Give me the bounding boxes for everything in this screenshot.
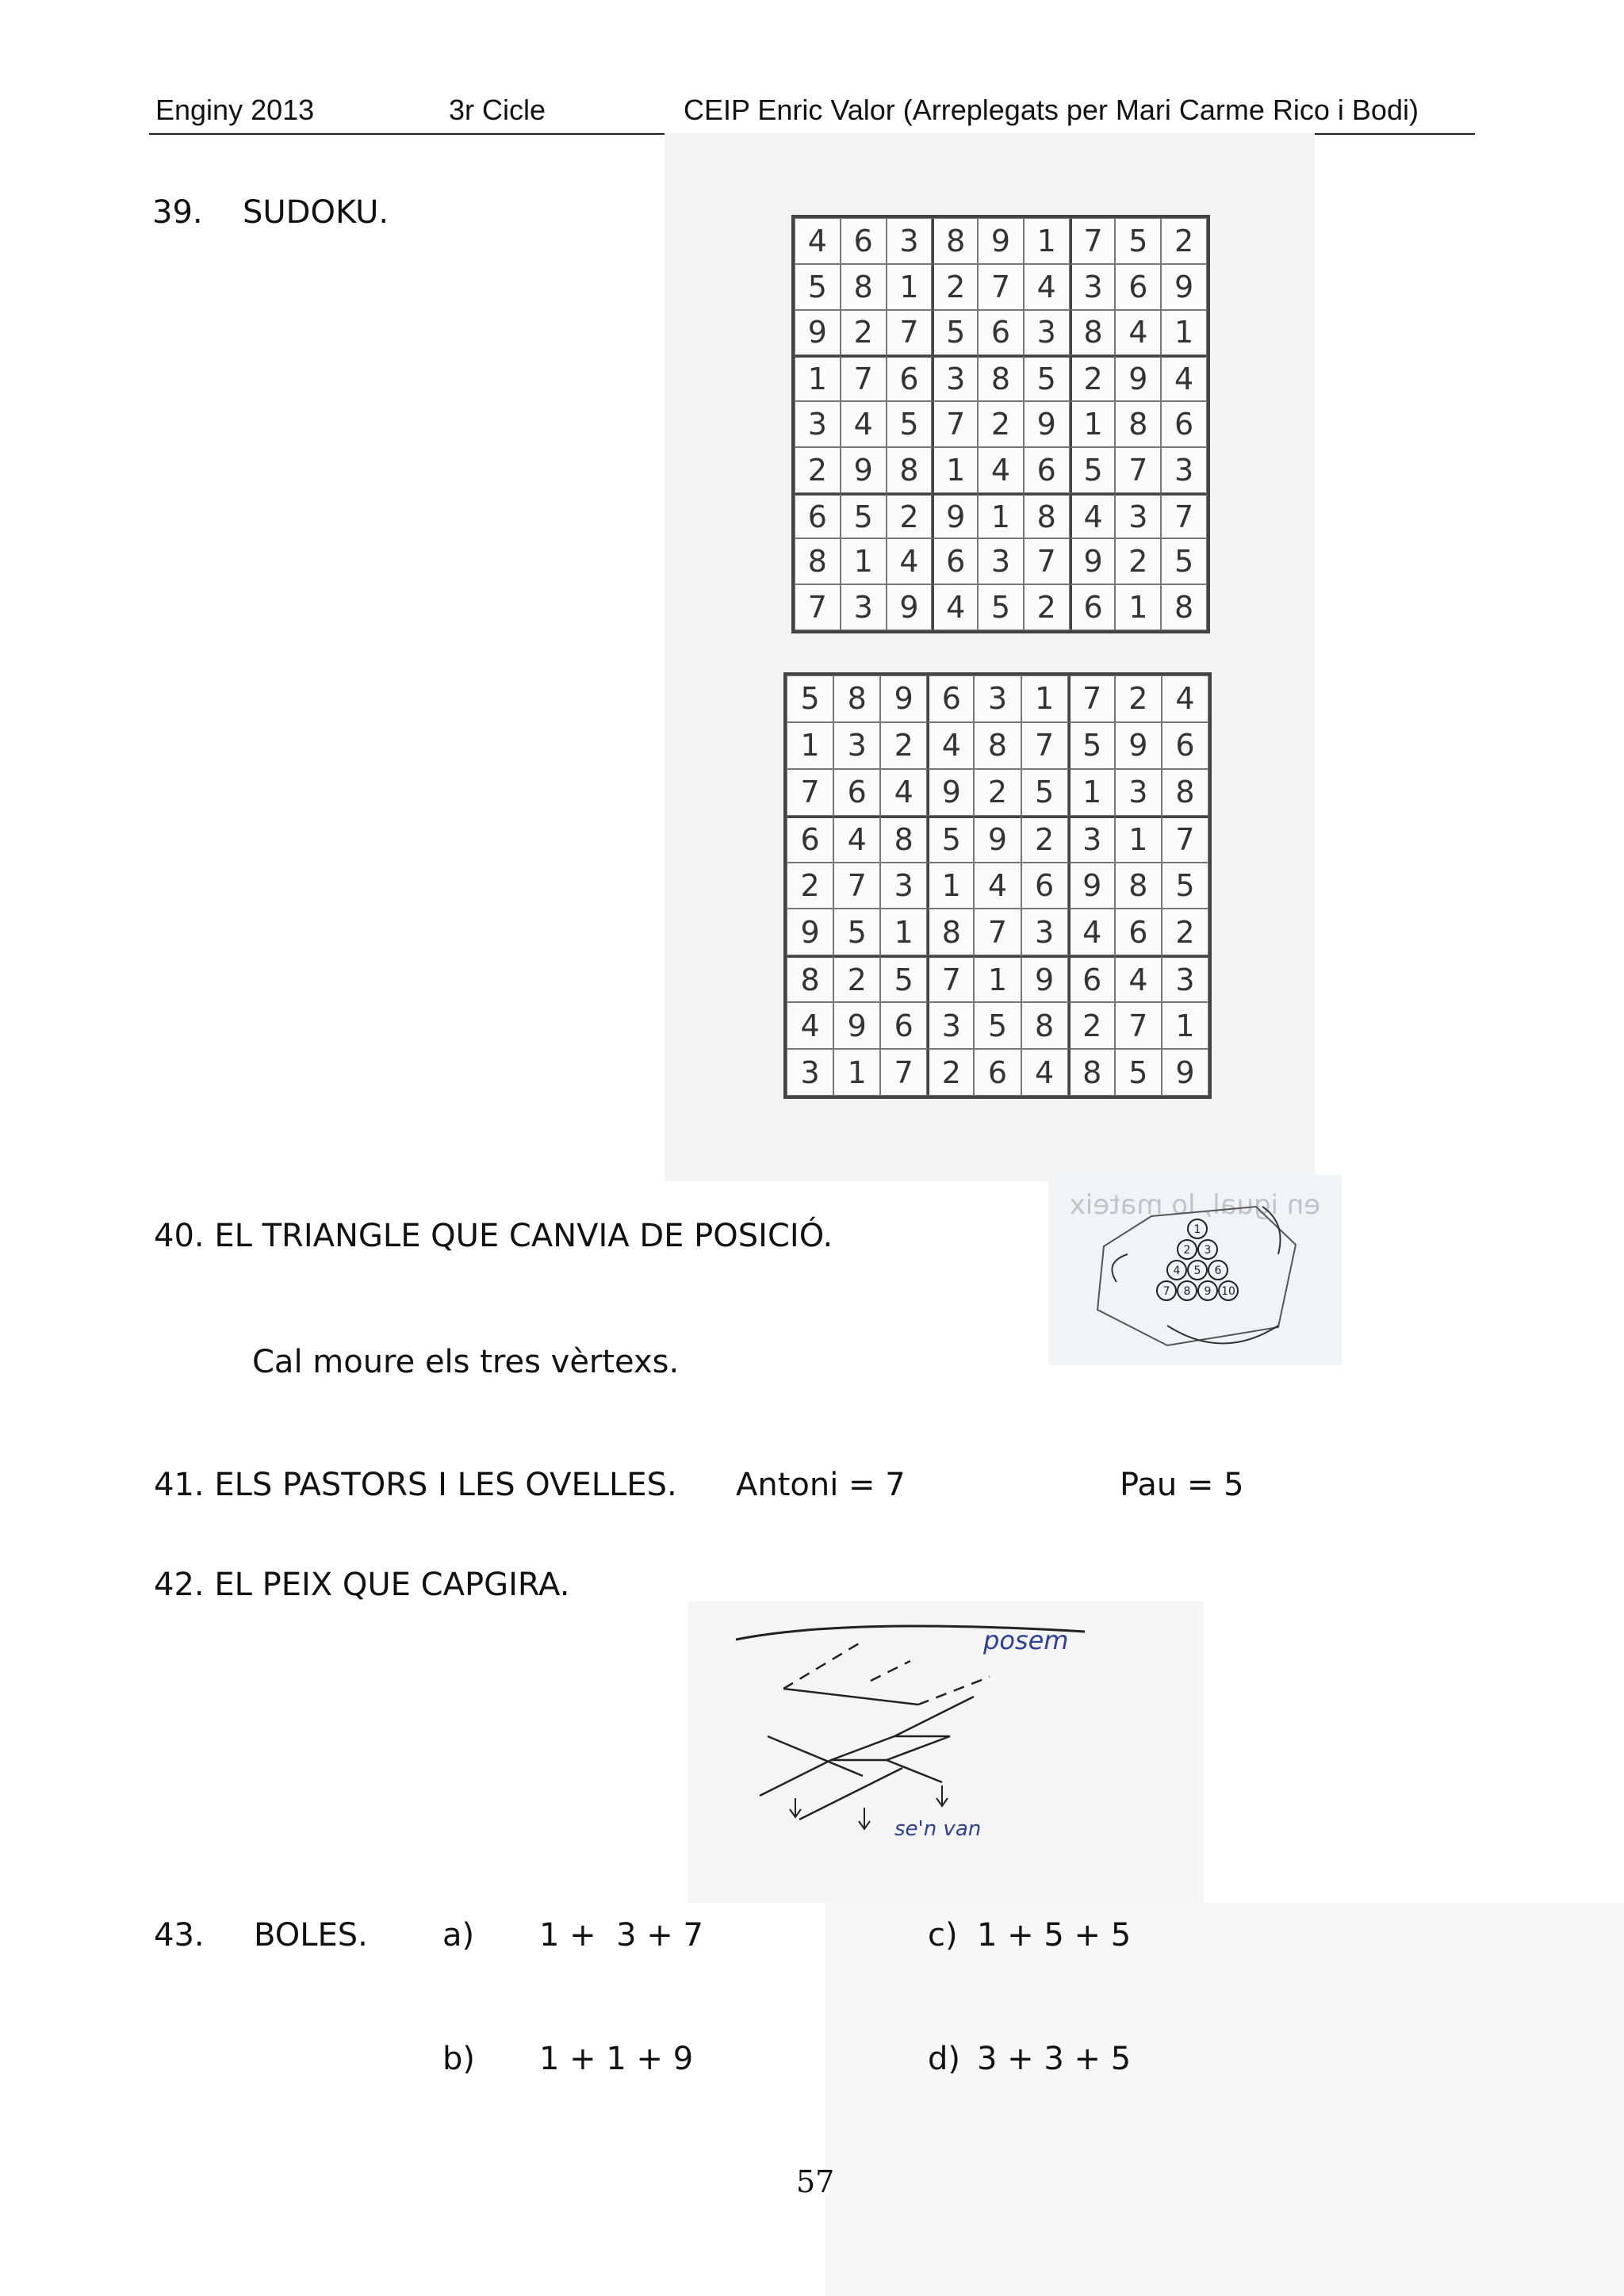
triangle-scan [1048, 1175, 1342, 1365]
sudoku-cell: 6 [1161, 401, 1207, 447]
sudoku-cell: 6 [1162, 722, 1208, 769]
sudoku-cell: 7 [974, 909, 1021, 955]
sudoku-cell: 6 [1024, 447, 1070, 493]
sudoku-cell: 1 [1115, 584, 1161, 630]
sudoku-cell: 1 [1162, 1002, 1208, 1049]
sudoku-cell: 2 [1162, 909, 1208, 955]
sudoku-cell: 9 [1115, 722, 1162, 769]
triangle-circle-label: 6 [1214, 1265, 1222, 1277]
sudoku-cell: 2 [833, 955, 880, 1002]
sudoku-cell: 1 [974, 955, 1021, 1002]
sudoku-cell: 5 [795, 264, 841, 310]
sudoku-cell: 2 [795, 447, 841, 493]
sudoku-cell: 8 [841, 264, 887, 310]
sudoku-cell: 7 [787, 769, 833, 816]
sudoku-cell: 2 [978, 401, 1024, 447]
sudoku-grid-2 [783, 672, 1212, 1099]
sudoku-cell: 5 [1115, 218, 1161, 264]
sudoku-cell: 1 [1161, 310, 1207, 356]
triangle-circle-label: 1 [1193, 1223, 1201, 1236]
sudoku-cell: 3 [1021, 909, 1068, 955]
sudoku-cell: 9 [787, 909, 833, 955]
sudoku-cell: 6 [974, 1049, 1021, 1096]
triangle-circle-label: 3 [1204, 1244, 1212, 1257]
sudoku-cell: 3 [978, 538, 1024, 584]
fish-scan [688, 1601, 1204, 1903]
sudoku-cell: 7 [927, 955, 974, 1002]
sudoku-cell: 9 [978, 218, 1024, 264]
sudoku-cell: 2 [932, 264, 978, 310]
sudoku-cell: 6 [787, 816, 833, 863]
sudoku-cell: 3 [887, 218, 933, 264]
q43-d-label: d) [928, 2041, 960, 2077]
sudoku-cell: 3 [880, 863, 927, 909]
q39-title: SUDOKU. [243, 194, 389, 231]
sudoku-cell: 4 [1021, 1049, 1068, 1096]
sudoku-cell: 9 [887, 584, 933, 630]
sudoku-cell: 6 [887, 355, 933, 401]
sudoku-cell: 2 [887, 493, 933, 539]
sudoku-cell: 6 [1115, 264, 1161, 310]
q43-c-label: c) [928, 1917, 958, 1954]
q43-c-value: 1 + 5 + 5 [977, 1917, 1132, 1954]
sudoku-cell: 9 [833, 1002, 880, 1049]
sudoku-cell: 4 [795, 218, 841, 264]
sudoku-cell: 7 [978, 264, 1024, 310]
sudoku-cell: 5 [1070, 447, 1116, 493]
sudoku-cell: 8 [1115, 401, 1161, 447]
sudoku-cell: 5 [887, 401, 933, 447]
sudoku-cell: 8 [887, 447, 933, 493]
header-cycle: 3r Cicle [449, 94, 546, 126]
sudoku-cell: 3 [974, 675, 1021, 722]
sudoku-cell: 9 [841, 447, 887, 493]
sudoku-cell: 1 [787, 722, 833, 769]
sudoku-cell: 4 [1068, 909, 1115, 955]
sudoku-cell: 1 [1115, 816, 1162, 863]
sudoku-cell: 5 [1068, 722, 1115, 769]
sudoku-cell: 1 [795, 355, 841, 401]
sudoku-cell: 9 [880, 675, 927, 722]
sudoku-cell: 7 [1161, 493, 1207, 539]
q40-title: 40. EL TRIANGLE QUE CANVIA DE POSICIÓ. [154, 1218, 833, 1254]
sudoku-cell: 2 [1115, 538, 1161, 584]
sudoku-cell: 4 [974, 863, 1021, 909]
sudoku-cell: 9 [927, 769, 974, 816]
sudoku-cell: 6 [833, 769, 880, 816]
q43-a-label: a) [442, 1917, 475, 1954]
sudoku-cell: 9 [974, 816, 1021, 863]
sudoku-cell: 4 [841, 401, 887, 447]
sudoku-cell: 6 [1068, 955, 1115, 1002]
sudoku-cell: 7 [932, 401, 978, 447]
q43-b-label: b) [442, 2041, 475, 2077]
sudoku-cell: 7 [795, 584, 841, 630]
sudoku-cell: 9 [1161, 264, 1207, 310]
triangle-circle-label: 8 [1183, 1285, 1191, 1298]
q41-pau: Pau = 5 [1120, 1467, 1244, 1503]
sudoku-cell: 7 [833, 863, 880, 909]
q43-d-value: 3 + 3 + 5 [977, 2041, 1132, 2077]
sudoku-cell: 5 [974, 1002, 1021, 1049]
sudoku-cell: 5 [1024, 355, 1070, 401]
sudoku-cell: 6 [880, 1002, 927, 1049]
sudoku-cell: 5 [1021, 769, 1068, 816]
q43-title: BOLES. [254, 1917, 368, 1954]
sudoku-cell: 3 [1161, 447, 1207, 493]
sudoku-cell: 5 [927, 816, 974, 863]
sudoku-cell: 4 [1162, 675, 1208, 722]
sudoku-cell: 7 [1115, 447, 1161, 493]
sudoku-cell: 7 [1021, 722, 1068, 769]
sudoku-cell: 1 [880, 909, 927, 955]
sudoku-cell: 3 [795, 401, 841, 447]
sudoku-cell: 4 [932, 584, 978, 630]
sudoku-cell: 6 [978, 310, 1024, 356]
sudoku-cell: 4 [787, 1002, 833, 1049]
note-posem: posem [983, 1625, 1069, 1655]
sudoku-cell: 9 [1162, 1049, 1208, 1096]
sudoku-cell: 5 [978, 584, 1024, 630]
sudoku-grid-1 [791, 215, 1210, 633]
sudoku-cell: 8 [1068, 1049, 1115, 1096]
sudoku-cell: 1 [887, 264, 933, 310]
sudoku-cell: 9 [1070, 538, 1116, 584]
sudoku-cell: 2 [1161, 218, 1207, 264]
sudoku-cell: 3 [841, 584, 887, 630]
fish-drawing [688, 1601, 1204, 1903]
sudoku-cell: 5 [1162, 863, 1208, 909]
q42-title: 42. EL PEIX QUE CAPGIRA. [154, 1567, 570, 1603]
sudoku-cell: 1 [1070, 401, 1116, 447]
sudoku-cell: 5 [787, 675, 833, 722]
sudoku-cell: 2 [841, 310, 887, 356]
sudoku-cell: 2 [1024, 584, 1070, 630]
sudoku-cell: 2 [1021, 816, 1068, 863]
triangle-circle-label: 4 [1173, 1265, 1181, 1277]
sudoku-cell: 4 [1161, 355, 1207, 401]
sudoku-cell: 2 [1070, 355, 1116, 401]
sudoku-cell: 5 [880, 955, 927, 1002]
sudoku-cell: 9 [1021, 955, 1068, 1002]
sudoku-cell: 2 [1115, 675, 1162, 722]
sudoku-cell: 7 [887, 310, 933, 356]
q43-number: 43. [154, 1917, 205, 1954]
q39-number: 39. [152, 194, 203, 231]
sudoku-cell: 9 [1024, 401, 1070, 447]
sudoku-cell: 8 [833, 675, 880, 722]
sudoku-cell: 9 [932, 493, 978, 539]
sudoku-cell: 7 [1024, 538, 1070, 584]
sudoku-cell: 8 [1024, 493, 1070, 539]
sudoku-cell: 3 [1070, 264, 1116, 310]
sudoku-cell: 1 [1024, 218, 1070, 264]
sudoku-cell: 1 [1068, 769, 1115, 816]
sudoku-cell: 8 [1021, 1002, 1068, 1049]
triangle-circle-label: 5 [1193, 1265, 1201, 1277]
sudoku-cell: 6 [841, 218, 887, 264]
sudoku-cell: 3 [1068, 816, 1115, 863]
sudoku-cell: 5 [833, 909, 880, 955]
q41-title: 41. ELS PASTORS I LES OVELLES. [154, 1467, 677, 1503]
sudoku-cell: 6 [795, 493, 841, 539]
sudoku-cell: 3 [833, 722, 880, 769]
sudoku-cell: 6 [932, 538, 978, 584]
sudoku-cell: 6 [927, 675, 974, 722]
sudoku-cell: 8 [932, 218, 978, 264]
sudoku-cell: 2 [927, 1049, 974, 1096]
q40-answer: Cal moure els tres vèrtexs. [252, 1344, 680, 1380]
scan-bleed-text: en igual, lo mateix [1069, 1189, 1321, 1221]
sudoku-cell: 6 [1115, 909, 1162, 955]
sudoku-cell: 8 [795, 538, 841, 584]
sudoku-cell: 5 [932, 310, 978, 356]
sudoku-cell: 8 [880, 816, 927, 863]
sudoku-cell: 7 [1068, 675, 1115, 722]
sudoku-cell: 3 [1024, 310, 1070, 356]
sudoku-cell: 1 [833, 1049, 880, 1096]
sudoku-cell: 4 [880, 769, 927, 816]
sudoku-cell: 7 [841, 355, 887, 401]
sudoku-cell: 8 [978, 355, 1024, 401]
q43-a-value: 1 + 3 + 7 [539, 1917, 703, 1954]
sudoku-cell: 7 [1070, 218, 1116, 264]
header-school: CEIP Enric Valor (Arreplegats per Mari Carme Rico i Bodi) [684, 94, 1419, 126]
sudoku-cell: 5 [1115, 1049, 1162, 1096]
sudoku-cell: 3 [1162, 955, 1208, 1002]
triangle-circle-label: 10 [1221, 1285, 1235, 1298]
sudoku-cell: 4 [833, 816, 880, 863]
sudoku-cell: 5 [1161, 538, 1207, 584]
triangle-circle-label: 2 [1183, 1244, 1191, 1257]
sudoku-cell: 9 [795, 310, 841, 356]
sudoku-cell: 7 [1115, 1002, 1162, 1049]
sudoku-cell: 3 [787, 1049, 833, 1096]
sudoku-scan [665, 133, 1315, 1181]
scan-shadow [825, 1903, 1624, 2296]
page-number: 57 [796, 2164, 835, 2199]
sudoku-cell: 4 [927, 722, 974, 769]
sudoku-cell: 2 [1068, 1002, 1115, 1049]
sudoku-cell: 1 [927, 863, 974, 909]
sudoku-cell: 3 [927, 1002, 974, 1049]
sudoku-cell: 4 [1115, 310, 1161, 356]
sudoku-cell: 7 [1162, 816, 1208, 863]
sudoku-cell: 8 [1070, 310, 1116, 356]
sudoku-cell: 5 [841, 493, 887, 539]
sudoku-cell: 6 [1070, 584, 1116, 630]
sudoku-cell: 4 [1115, 955, 1162, 1002]
sudoku-cell: 8 [787, 955, 833, 1002]
sudoku-cell: 1 [1021, 675, 1068, 722]
sudoku-cell: 2 [880, 722, 927, 769]
sudoku-cell: 9 [1068, 863, 1115, 909]
sudoku-cell: 1 [932, 447, 978, 493]
sudoku-cell: 4 [978, 447, 1024, 493]
sudoku-cell: 3 [1115, 769, 1162, 816]
sudoku-cell: 8 [927, 909, 974, 955]
sudoku-cell: 2 [974, 769, 1021, 816]
q41-antoni: Antoni = 7 [736, 1467, 906, 1503]
sudoku-cell: 8 [1162, 769, 1208, 816]
sudoku-cell: 9 [1115, 355, 1161, 401]
sudoku-cell: 3 [1115, 493, 1161, 539]
triangle-circle-label: 7 [1162, 1285, 1170, 1298]
sudoku-cell: 1 [978, 493, 1024, 539]
q43-b-value: 1 + 1 + 9 [539, 2041, 694, 2077]
sudoku-cell: 6 [1021, 863, 1068, 909]
sudoku-cell: 8 [974, 722, 1021, 769]
sudoku-cell: 4 [1024, 264, 1070, 310]
sudoku-cell: 4 [887, 538, 933, 584]
sudoku-cell: 8 [1115, 863, 1162, 909]
sudoku-cell: 3 [932, 355, 978, 401]
sudoku-cell: 1 [841, 538, 887, 584]
triangle-circle-label: 9 [1204, 1285, 1212, 1298]
sudoku-cell: 7 [880, 1049, 927, 1096]
header-title: Enginy 2013 [155, 94, 315, 126]
sudoku-cell: 2 [787, 863, 833, 909]
sudoku-cell: 4 [1070, 493, 1116, 539]
triangle-drawing [1048, 1175, 1342, 1365]
sudoku-cell: 8 [1161, 584, 1207, 630]
note-sen-van: se'n van [894, 1817, 982, 1841]
